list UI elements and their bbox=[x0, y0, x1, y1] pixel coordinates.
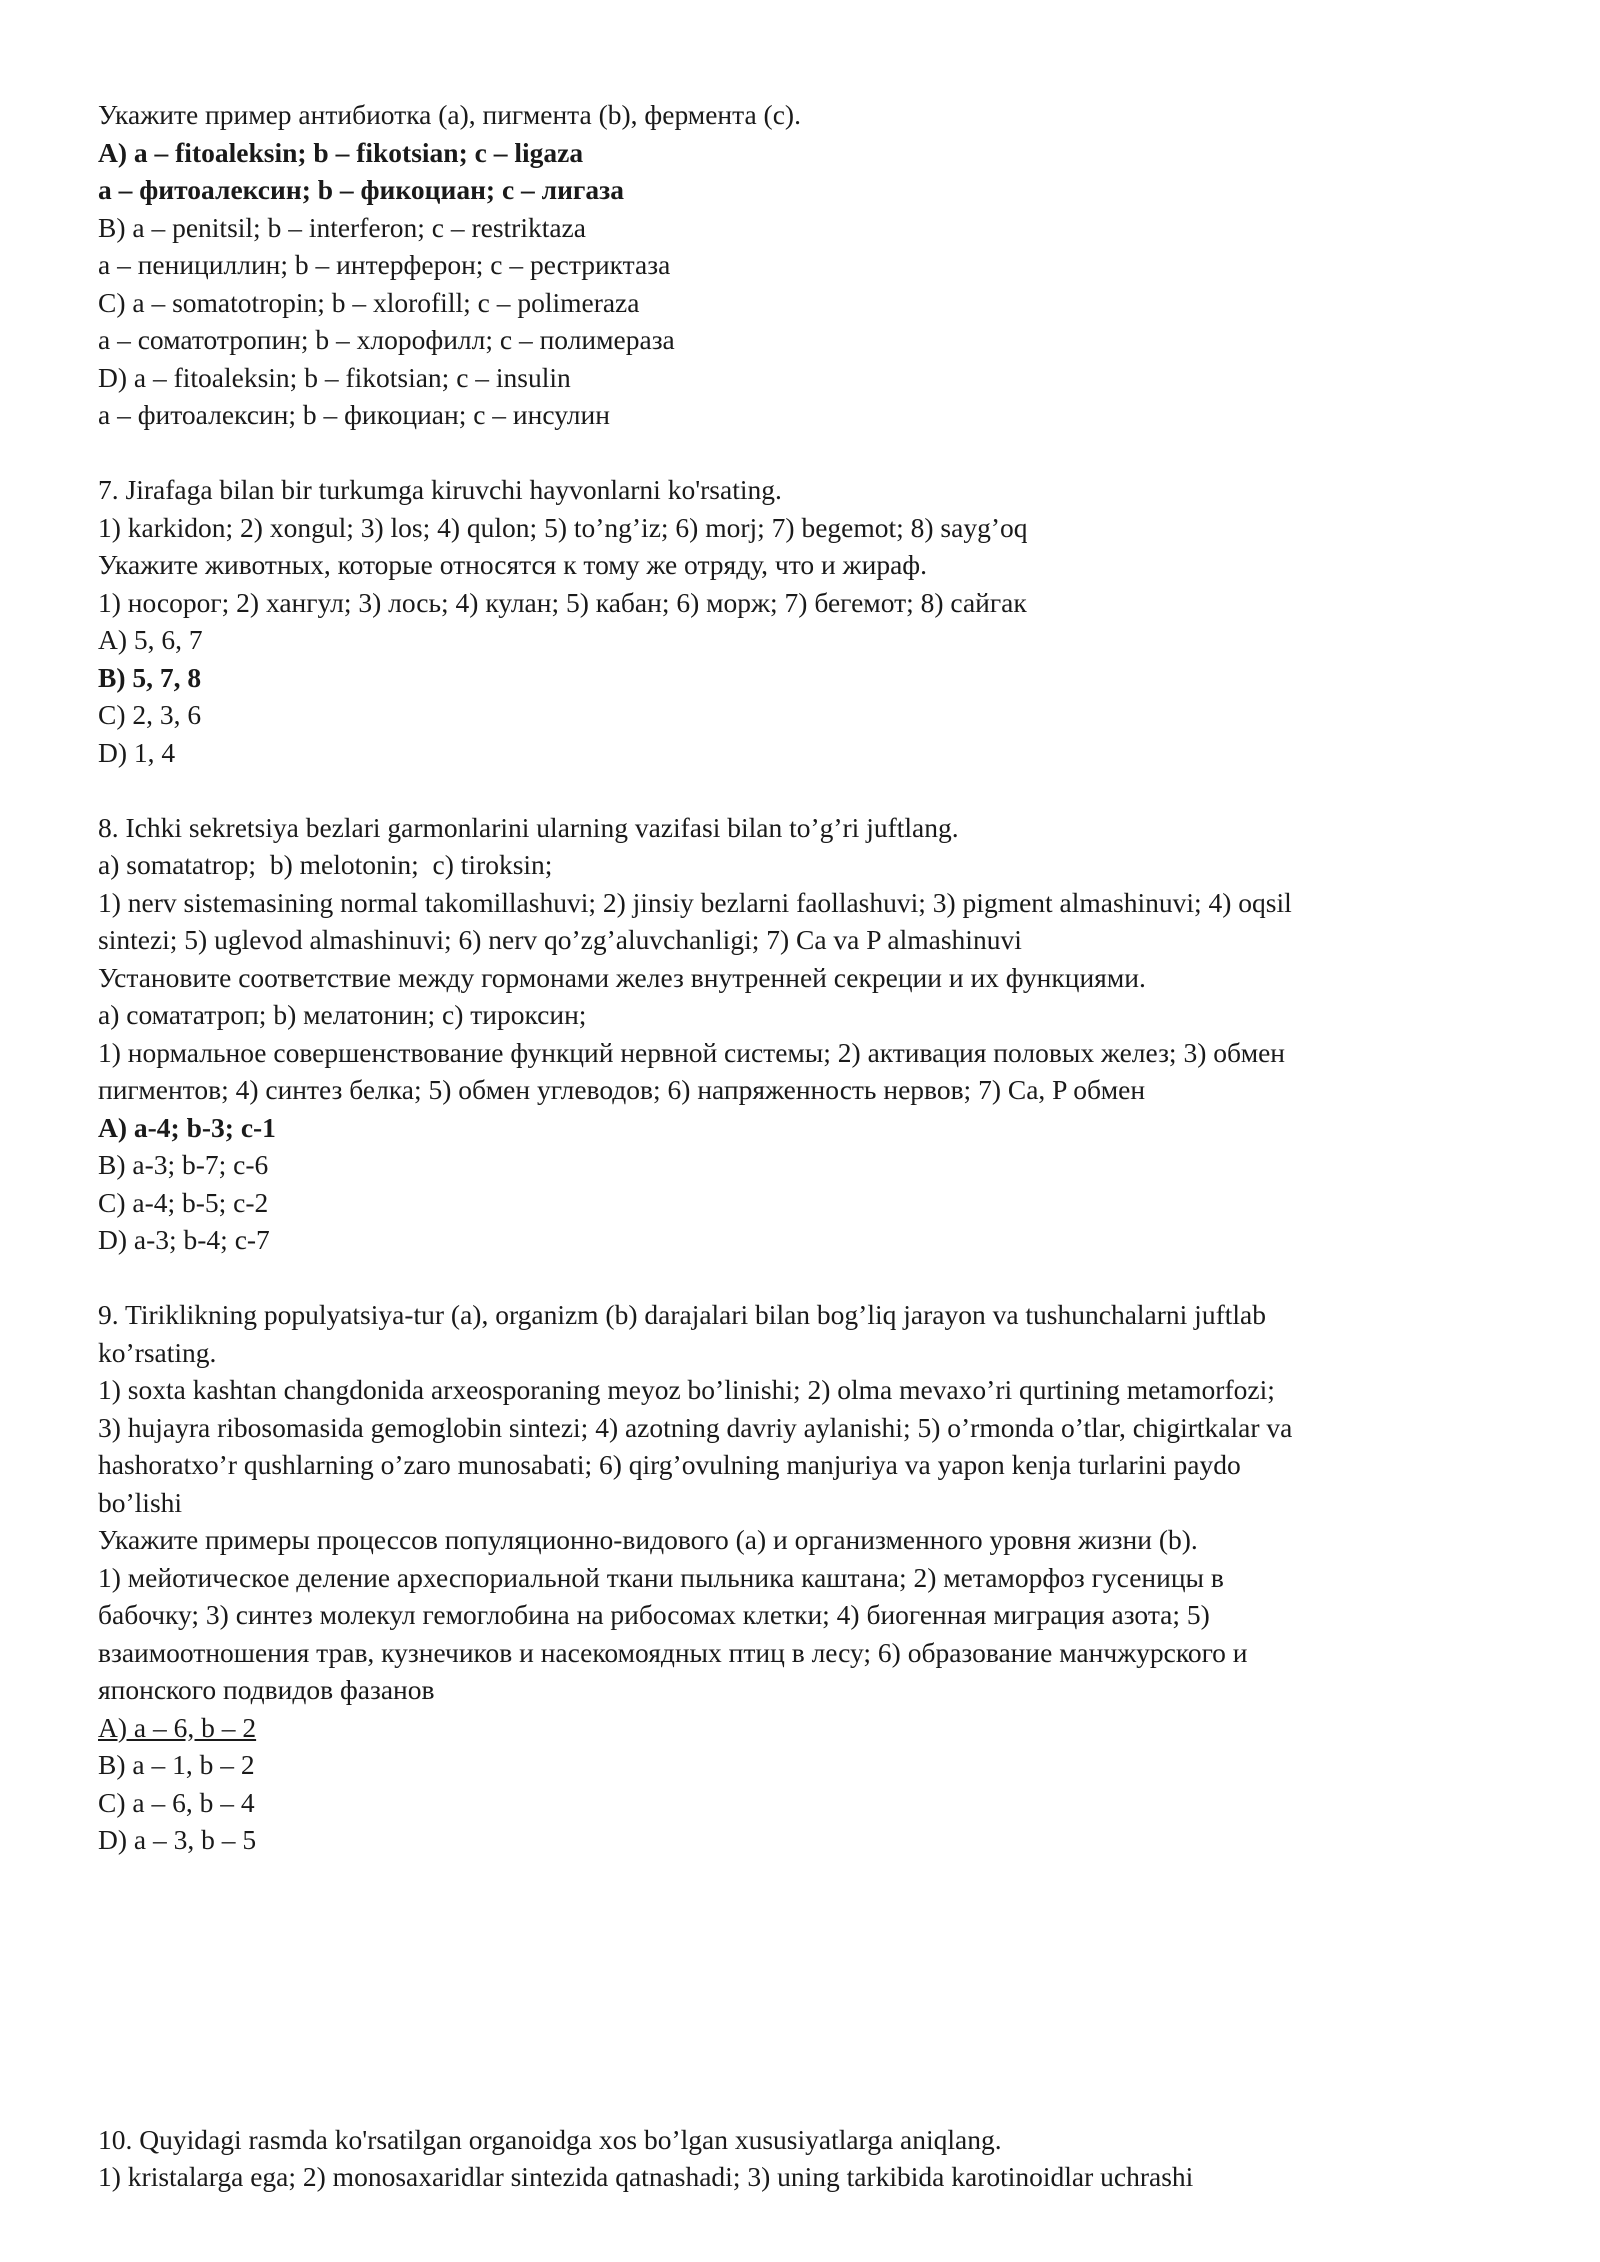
question-8-hormones-ru: a) сомататроп; b) мелатонин; c) тироксин; bbox=[98, 999, 587, 1030]
spacer bbox=[98, 1859, 1518, 2121]
question-9-list-ru-line-1: 1) мейотическое деление археспориальной ткани пыльника каштана; 2) метаморфоз гусеницы в bbox=[98, 1561, 1224, 1593]
question-7-text-ru: Укажите животных, которые относятся к тому же отряду, что и жираф. bbox=[98, 549, 928, 580]
question-9-option-a: A) a – 6, b – 2 bbox=[98, 1711, 257, 1743]
question-9-text-uz-line-1: 9. Tiriklikning populyatsiya-tur (a), organizm (b) darajalari bilan bog’liq jarayon va tushunchalarni juftlab bbox=[98, 1299, 1266, 1330]
question-6-option-a-ru: a – фитоалексин; b – фикоциан; c – лигаза bbox=[98, 174, 624, 205]
question-8-text-uz: 8. Ichki sekretsiya bezlari garmonlarini ularning vazifasi bilan to’g’ri juftlang. bbox=[98, 811, 959, 843]
question-8-option-a: A) a-4; b-3; c-1 bbox=[98, 1111, 276, 1143]
question-8-functions-ru-line-1: 1) нормальное совершенствование функций нервной системы; 2) активация половых желез; 3) обмен bbox=[98, 1036, 1286, 1068]
question-8-functions-uz-line-2: sintezi; 5) uglevod almashinuvi; 6) nerv qo’zg’aluvchanligi; 7) Ca va P almashinuvi bbox=[98, 924, 1022, 955]
document-page bbox=[98, 96, 1518, 2196]
question-6-option-b-uz: B) a – penitsil; b – interferon; c – restriktaza bbox=[98, 211, 586, 243]
spacer bbox=[98, 1259, 1518, 1297]
question-8 bbox=[98, 809, 1518, 1259]
question-6-option-c-ru: a – соматотропин; b – хлорофилл; c – полимераза bbox=[98, 324, 675, 355]
question-9-option-b: B) a – 1, b – 2 bbox=[98, 1749, 255, 1780]
question-10 bbox=[98, 2121, 1518, 2196]
question-8-functions-uz-line-1: 1) nerv sistemasining normal takomillashuvi; 2) jinsiy bezlarni faollashuvi; 3) pigment almashinuvi; 4) oqsil bbox=[98, 886, 1292, 918]
question-9-option-c: C) a – 6, b – 4 bbox=[98, 1786, 255, 1818]
question-9-list-uz-line-2: 3) hujayra ribosomasida gemoglobin sintezi; 4) azotning davriy aylanishi; 5) o’rmonda o’tlar, chigirtkalar va bbox=[98, 1411, 1293, 1443]
question-9-list-ru-line-4: японского подвидов фазанов bbox=[98, 1674, 435, 1705]
question-9-list-ru-line-2: бабочку; 3) синтез молекул гемоглобина на рибосомах клетки; 4) биогенная миграция азота; 5) bbox=[98, 1599, 1210, 1630]
question-7-option-d: D) 1, 4 bbox=[98, 736, 176, 768]
question-7-option-c: C) 2, 3, 6 bbox=[98, 699, 202, 730]
question-6-option-b-ru: a – пенициллин; b – интерферон; c – рестриктаза bbox=[98, 249, 671, 280]
question-8-option-d: D) a-3; b-4; c-7 bbox=[98, 1224, 270, 1255]
question-9-option-a-row bbox=[98, 1709, 1518, 1747]
spacer bbox=[98, 434, 1518, 472]
question-9-option-d: D) a – 3, b – 5 bbox=[98, 1824, 257, 1855]
question-6-option-c-uz: C) a – somatotropin; b – xlorofill; c – polimeraza bbox=[98, 286, 640, 318]
question-9 bbox=[98, 1296, 1518, 1859]
question-8-functions-ru-line-2: пигментов; 4) синтез белка; 5) обмен углеводов; 6) напряженность нервов; 7) Ca, P обмен bbox=[98, 1074, 1146, 1105]
question-7-list-uz: 1) karkidon; 2) xongul; 3) los; 4) qulon; 5) to’ng’iz; 6) morj; 7) begemot; 8) sayg’oq bbox=[98, 511, 1028, 543]
question-8-hormones-uz: a) somatatrop; b) melotonin; c) tiroksin; bbox=[98, 849, 553, 880]
question-6 bbox=[98, 96, 1518, 434]
question-7-option-b: B) 5, 7, 8 bbox=[98, 661, 202, 693]
question-9-list-uz-line-4: bo’lishi bbox=[98, 1486, 183, 1518]
question-9-list-ru-line-3: взаимоотношения трав, кузнечиков и насекомоядных птиц в лесу; 6) образование манчжурского и bbox=[98, 1636, 1248, 1668]
question-7-text-uz: 7. Jirafaga bilan bir turkumga kiruvchi hayvonlarni ko'rsating. bbox=[98, 474, 782, 505]
question-7-list-ru: 1) носорог; 2) хангул; 3) лось; 4) кулан; 5) кабан; 6) морж; 7) бегемот; 8) сайгак bbox=[98, 586, 1027, 618]
question-9-list-uz-line-1: 1) soxta kashtan changdonida arxeosporaning meyoz bo’linishi; 2) olma mevaxo’ri qurtining metamorfozi; bbox=[98, 1374, 1275, 1405]
question-8-option-c: C) a-4; b-5; c-2 bbox=[98, 1186, 269, 1218]
question-7 bbox=[98, 471, 1518, 771]
question-10-text-uz: 10. Quyidagi rasmda ko'rsatilgan organoidga xos bo’lgan xususiyatlarga aniqlang. bbox=[98, 2123, 1002, 2155]
question-9-list-uz-line-3: hashoratxo’r qushlarning o’zaro munosabati; 6) qirg’ovulning manjuriya va yapon kenja turlarini paydo bbox=[98, 1449, 1241, 1480]
question-9-text-ru: Укажите примеры процессов популяционно-видового (a) и организменного уровня жизни (b). bbox=[98, 1524, 1198, 1555]
spacer bbox=[98, 771, 1518, 809]
question-8-text-ru: Установите соответствие между гормонами желез внутренней секреции и их функциями. bbox=[98, 961, 1146, 993]
question-7-option-a: A) 5, 6, 7 bbox=[98, 624, 203, 655]
question-6-prompt-ru: Укажите пример антибиотка (a), пигмента (b), фермента (c). bbox=[98, 99, 801, 130]
question-10-list-uz: 1) kristalarga ega; 2) monosaxaridlar sintezida qatnashadi; 3) uning tarkibida karotinoidlar uchrashi bbox=[98, 2161, 1194, 2192]
question-8-option-b: B) a-3; b-7; c-6 bbox=[98, 1149, 269, 1180]
question-6-option-d-uz: D) a – fitoaleksin; b – fikotsian; c – insulin bbox=[98, 361, 571, 393]
question-6-option-a-uz: A) a – fitoaleksin; b – fikotsian; c – ligaza bbox=[98, 136, 584, 168]
question-6-option-d-ru: a – фитоалексин; b – фикоциан; c – инсулин bbox=[98, 399, 610, 430]
question-9-text-uz-line-2: ko’rsating. bbox=[98, 1336, 217, 1368]
